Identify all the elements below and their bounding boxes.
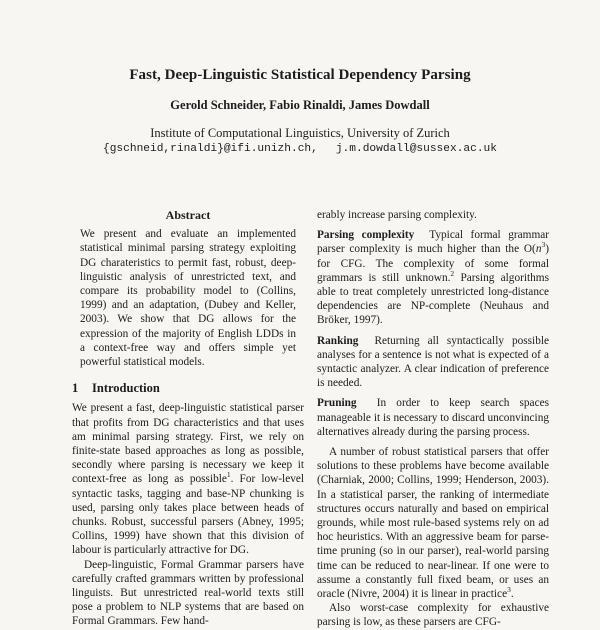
email-2: j.m.dowdall@sussex.ac.uk [335, 143, 497, 155]
left-column [72, 208, 304, 629]
intro-paragraph-1: We present a fast, deep-linguistic statistical parser that profits from DG characteristics and that uses am minimal parsing strategy. First, we rely on finite-state based approaches as long as possible, secondly where parsing is necessary we keep it context-free as long as possible$^1$. For low-level syntactic tasks, tagging and base-NP chunking is used, parsing only takes place between heads of chunks. Robust, successful parsers (Abney, 1995; Collins, 1999) have shown that this division of labour is particularly attractive for DG. [72, 402, 305, 557]
email-1: {gschneid,rinaldi}@ifi.unizh.ch, [103, 143, 318, 155]
paragraph-ranking: Ranking Returning all syntactically possible analyses for a sentence is not what is expected of a syntactic analyzer. A clear indication of preference is needed. [317, 334, 549, 390]
author-list: Gerold Schneider, Fabio Rinaldi, James Dowdall [170, 98, 430, 112]
paragraph-worst-case: Also worst-case complexity for exhaustive parsing is low, as these parsers are CFG- [317, 602, 549, 629]
paragraph-heading-pruning: Pruning [317, 397, 357, 410]
right-column [317, 208, 549, 630]
abstract-heading: Abstract [165, 208, 211, 222]
intro-paragraph-2: Deep-linguistic, Formal Grammar parsers have carefully crafted grammars written by professional linguists. But unrestricted real-world texts still pose a problem to NLP systems that are based on Formal Grammars. Few hand- [72, 558, 304, 628]
paper-title: Fast, Deep-Linguistic Statistical Dependency Parsing [129, 67, 471, 83]
author-emails [0, 143, 600, 155]
section-title: Introduction [92, 381, 160, 396]
footnote-marker-2: 2 [450, 269, 455, 279]
abstract-block [72, 208, 304, 369]
paragraph-heading-complexity: Parsing complexity [317, 229, 415, 242]
affiliation: Institute of Computational Linguistics, University of Zurich [150, 126, 450, 140]
footnote-marker-1: 1 [226, 470, 231, 480]
section-heading-introduction [72, 381, 304, 395]
footnote-marker-3: 3 [507, 585, 511, 595]
paragraph-pruning: Pruning In order to keep search spaces manageable it is necessary to discard unconvincing alternatives already during the parsing process. [317, 397, 549, 438]
abstract-text: We present and evaluate an implemented statistical minimal parsing strategy exploiting DG charateristics to permit fast, robust, deep-linguistic analysis of unrestricted text, and compare its probability model to (Collins, 1999) and an adaptation, (Dubey and Keller, 2003). We show that DG allows for the expression of the majority of English LDDs in a context-free way and offers simple yet powerful statistical models. [80, 228, 296, 369]
continued-text: erably increase parsing complexity. [317, 209, 477, 221]
paragraph-robust-parsers: A number of robust statistical parsers that offer solutions to these problems have become available (Charniak, 2000; Collins, 1999; Henderson, 2003). In a statistical parser, the ranking of intermediate structures occurs naturally and based on empirical grounds, while most rule-based systems rely on ad hoc heuristics. With an aggressive beam for parse-time pruning (so in our parser), real-world parsing time can be reduced to near-linear. If one were to assume a constantly full fixed beam, or uses an oracle (Nivre, 2004) it is linear in practice$^3$. [317, 446, 549, 601]
section-number: 1 [72, 381, 79, 396]
paragraph-heading-ranking: Ranking [317, 334, 359, 347]
paragraph-parsing-complexity: Parsing complexity Typical formal grammar parser complexity is much higher than the $O(n^3)$ for CFG. The complexity of some formal grammars is still unknown.$^2$ Parsing algorithms able to treat completely unrestricted long-distance dependencies are NP-complete (Neuhaus and Bröker, 1997). [317, 229, 550, 327]
